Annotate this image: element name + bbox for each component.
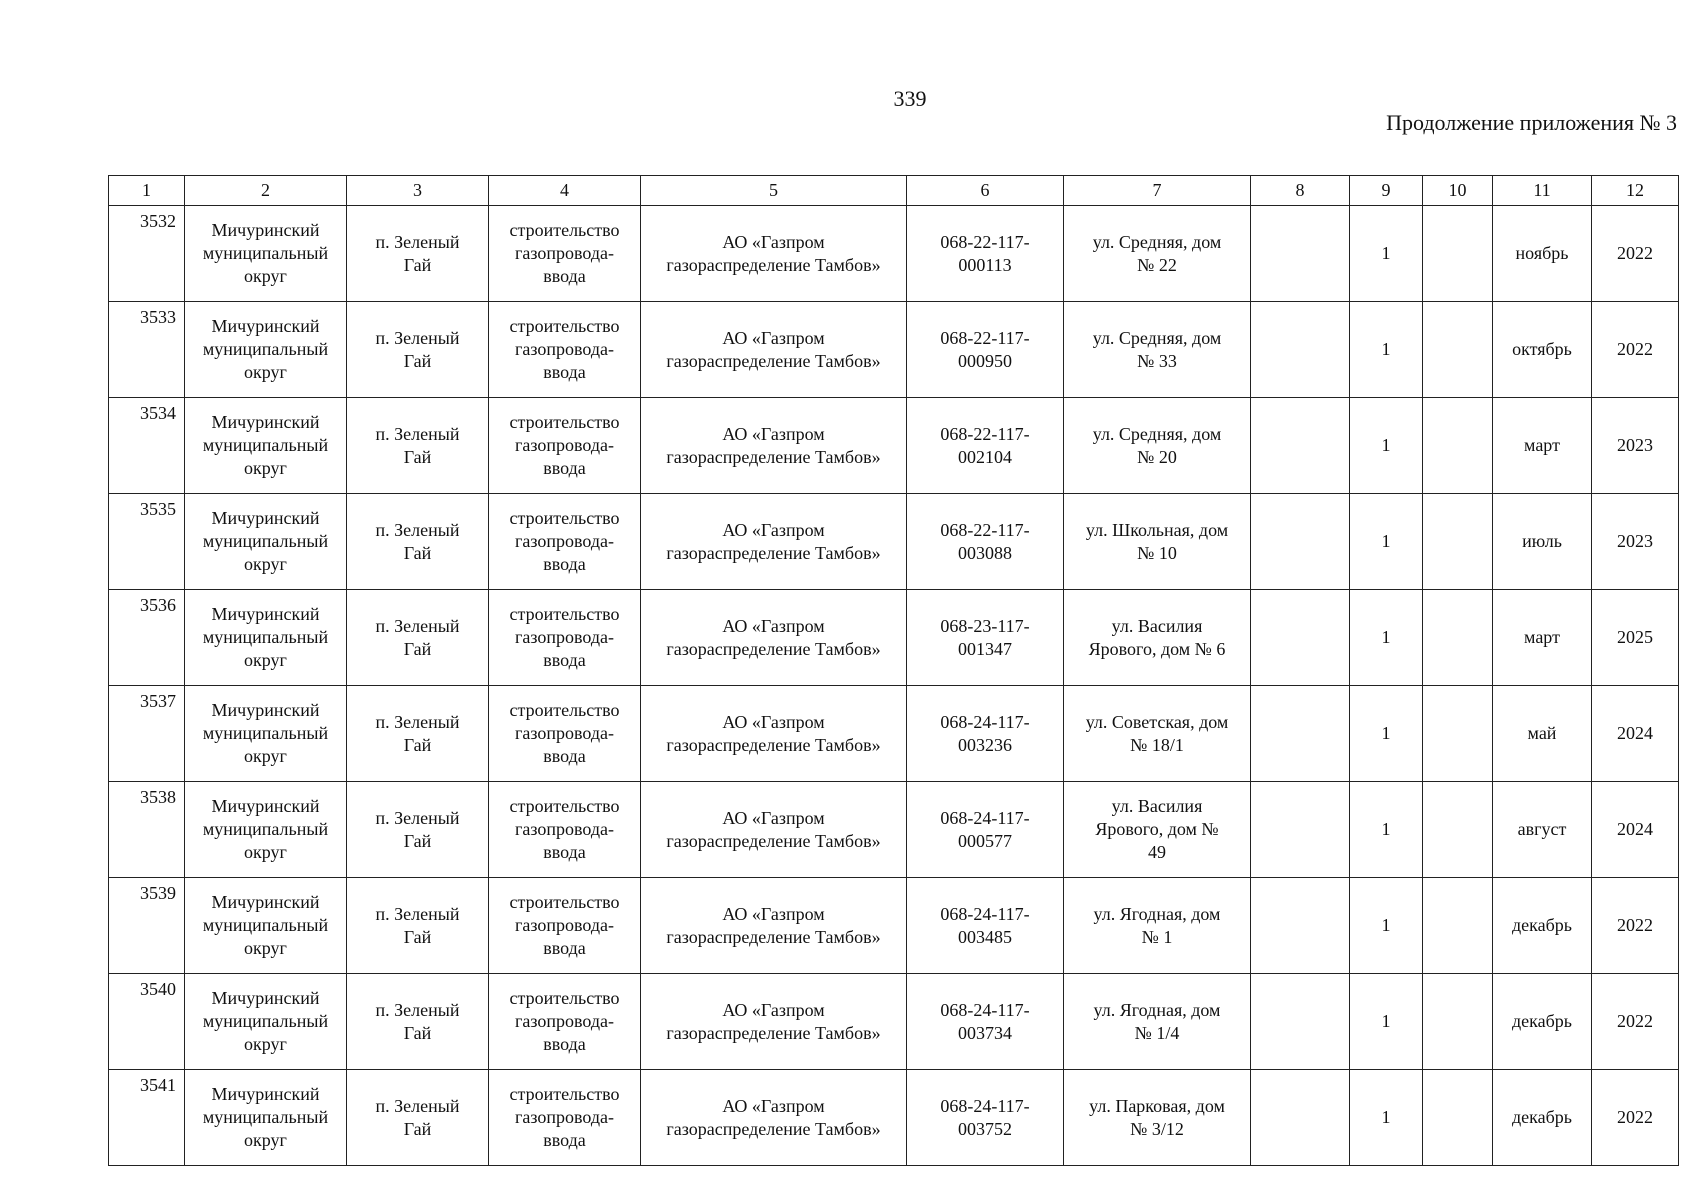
cell-text-line: Мичуринский — [211, 412, 320, 432]
cell-text-line: муниципальный — [202, 627, 329, 647]
cell-text-line: газораспределение Тамбов» — [666, 1118, 881, 1139]
work-type-cell — [489, 590, 641, 686]
column-10-cell — [1423, 590, 1493, 686]
organization-cell — [641, 974, 907, 1070]
cell-text-line: округ — [244, 938, 287, 958]
column-10-cell — [1423, 782, 1493, 878]
table-body — [109, 206, 1679, 1166]
cell-text-line: Ярового, дом № 6 — [1088, 638, 1226, 659]
cell-text-line: газораспределение Тамбов» — [666, 350, 881, 371]
column-header: 7 — [1064, 176, 1251, 206]
address-cell — [1064, 878, 1251, 974]
column-header: 11 — [1493, 176, 1592, 206]
cell-text-line: п. Зеленый — [375, 519, 460, 540]
district-cell — [185, 974, 347, 1070]
cell-text-line: Гай — [403, 734, 432, 755]
settlement-cell — [347, 590, 489, 686]
column-8-cell — [1251, 782, 1350, 878]
cell-text-line: муниципальный — [202, 531, 329, 551]
cell-text-line: АО «Газпром — [722, 999, 825, 1020]
cell-text-line: ввода — [543, 1034, 586, 1054]
cell-text-line: 068-24-117- — [940, 711, 1030, 732]
cell-text-line: муниципальный — [202, 915, 329, 935]
cell-text-line: 003485 — [958, 926, 1012, 947]
column-10-cell — [1423, 974, 1493, 1070]
row-number-cell: 3539 — [109, 878, 185, 974]
work-type-cell — [489, 974, 641, 1070]
district-cell — [185, 686, 347, 782]
address-cell — [1064, 302, 1251, 398]
address-cell — [1064, 206, 1251, 302]
cell-text-line: п. Зеленый — [375, 999, 460, 1020]
row-number-cell: 3541 — [109, 1070, 185, 1166]
quantity-cell: 1 — [1350, 1070, 1423, 1166]
cell-text-line: газопровода- — [514, 243, 614, 263]
district-cell — [185, 398, 347, 494]
cell-text-line: газораспределение Тамбов» — [666, 1022, 881, 1043]
cell-text-line: № 20 — [1137, 446, 1177, 467]
address-cell — [1064, 398, 1251, 494]
cell-text-line: округ — [244, 1034, 287, 1054]
address-cell — [1064, 686, 1251, 782]
cell-text-line: Гай — [403, 350, 432, 371]
cell-text-line: ввода — [543, 458, 586, 478]
cell-text-line: муниципальный — [202, 1011, 329, 1031]
cell-text-line: 003088 — [958, 542, 1012, 563]
month-cell: ноябрь — [1493, 206, 1592, 302]
cell-text-line: п. Зеленый — [375, 615, 460, 636]
cell-text-line: газопровода- — [514, 627, 614, 647]
cell-text-line: округ — [244, 554, 287, 574]
cell-text-line: АО «Газпром — [722, 1095, 825, 1116]
district-cell — [185, 1070, 347, 1166]
address-cell — [1064, 974, 1251, 1070]
work-type-cell — [489, 302, 641, 398]
organization-cell — [641, 494, 907, 590]
column-8-cell — [1251, 206, 1350, 302]
cell-text-line: Гай — [403, 446, 432, 467]
column-header: 3 — [347, 176, 489, 206]
cell-text-line: Мичуринский — [211, 508, 320, 528]
cell-text-line: ул. Ягодная, дом — [1093, 903, 1221, 924]
year-cell: 2025 — [1592, 590, 1679, 686]
cell-text-line: муниципальный — [202, 723, 329, 743]
settlement-cell — [347, 974, 489, 1070]
row-number-cell: 3534 — [109, 398, 185, 494]
cell-text-line: 068-22-117- — [940, 327, 1030, 348]
settlement-cell — [347, 782, 489, 878]
data-table — [108, 175, 1679, 1166]
column-10-cell — [1423, 878, 1493, 974]
cell-text-line: 068-22-117- — [940, 423, 1030, 444]
quantity-cell: 1 — [1350, 302, 1423, 398]
cell-text-line: № 33 — [1137, 350, 1177, 371]
cell-text-line: АО «Газпром — [722, 327, 825, 348]
cell-text-line: газораспределение Тамбов» — [666, 734, 881, 755]
column-header: 1 — [109, 176, 185, 206]
column-header: 12 — [1592, 176, 1679, 206]
month-cell: май — [1493, 686, 1592, 782]
column-8-cell — [1251, 590, 1350, 686]
cell-text-line: муниципальный — [202, 243, 329, 263]
cell-text-line: 000113 — [958, 254, 1012, 275]
column-header: 10 — [1423, 176, 1493, 206]
cell-text-line: ввода — [543, 842, 586, 862]
cell-text-line: ул. Советская, дом — [1085, 711, 1229, 732]
table-row — [109, 302, 1679, 398]
appendix-note: Продолжение приложения № 3 — [1386, 110, 1677, 135]
cell-text-line: газопровода- — [514, 723, 614, 743]
column-10-cell — [1423, 686, 1493, 782]
year-cell: 2022 — [1592, 1070, 1679, 1166]
quantity-cell: 1 — [1350, 590, 1423, 686]
work-type-cell — [489, 686, 641, 782]
cell-text-line: строительство — [509, 220, 620, 240]
cell-text-line: № 1/4 — [1134, 1022, 1180, 1043]
settlement-cell — [347, 686, 489, 782]
year-cell: 2022 — [1592, 206, 1679, 302]
cell-text-line: ул. Василия — [1111, 796, 1203, 816]
cell-text-line: 000577 — [958, 830, 1012, 851]
column-10-cell — [1423, 206, 1493, 302]
object-code-cell — [907, 398, 1064, 494]
cell-text-line: № 22 — [1137, 254, 1177, 275]
table-row — [109, 974, 1679, 1070]
cell-text-line: п. Зеленый — [375, 327, 460, 348]
quantity-cell: 1 — [1350, 494, 1423, 590]
cell-text-line: Гай — [403, 926, 432, 947]
cell-text-line: АО «Газпром — [722, 903, 825, 924]
table-header-row — [109, 176, 1679, 206]
quantity-cell: 1 — [1350, 686, 1423, 782]
row-number-cell: 3532 — [109, 206, 185, 302]
organization-cell — [641, 398, 907, 494]
cell-text-line: 068-24-117- — [940, 1095, 1030, 1116]
cell-text-line: газопровода- — [514, 915, 614, 935]
object-code-cell — [907, 1070, 1064, 1166]
cell-text-line: Гай — [403, 1118, 432, 1139]
table-row — [109, 494, 1679, 590]
cell-text-line: ввода — [543, 746, 586, 766]
work-type-cell — [489, 782, 641, 878]
row-number-cell: 3535 — [109, 494, 185, 590]
month-cell: декабрь — [1493, 974, 1592, 1070]
cell-text-line: газораспределение Тамбов» — [666, 638, 881, 659]
column-8-cell — [1251, 302, 1350, 398]
address-cell — [1064, 1070, 1251, 1166]
cell-text-line: округ — [244, 1130, 287, 1150]
object-code-cell — [907, 302, 1064, 398]
district-cell — [185, 206, 347, 302]
cell-text-line: Гай — [403, 638, 432, 659]
object-code-cell — [907, 494, 1064, 590]
cell-text-line: Гай — [403, 830, 432, 851]
cell-text-line: Мичуринский — [211, 1084, 320, 1104]
cell-text-line: округ — [244, 362, 287, 382]
cell-text-line: муниципальный — [202, 339, 329, 359]
column-8-cell — [1251, 494, 1350, 590]
cell-text-line: п. Зеленый — [375, 807, 460, 828]
column-header: 2 — [185, 176, 347, 206]
year-cell: 2023 — [1592, 398, 1679, 494]
settlement-cell — [347, 302, 489, 398]
cell-text-line: 003734 — [958, 1022, 1012, 1043]
cell-text-line: строительство — [509, 412, 620, 432]
settlement-cell — [347, 206, 489, 302]
object-code-cell — [907, 782, 1064, 878]
district-cell — [185, 878, 347, 974]
cell-text-line: ул. Василия — [1111, 615, 1203, 636]
district-cell — [185, 782, 347, 878]
column-header: 6 — [907, 176, 1064, 206]
cell-text-line: 000950 — [958, 350, 1012, 371]
cell-text-line: газопровода- — [514, 435, 614, 455]
cell-text-line: Мичуринский — [211, 892, 320, 912]
cell-text-line: 068-22-117- — [940, 231, 1030, 252]
cell-text-line: ввода — [543, 938, 586, 958]
column-8-cell — [1251, 878, 1350, 974]
cell-text-line: газопровода- — [514, 819, 614, 839]
object-code-cell — [907, 206, 1064, 302]
table-row — [109, 206, 1679, 302]
month-cell: июль — [1493, 494, 1592, 590]
cell-text-line: ул. Ягодная, дом — [1093, 999, 1221, 1020]
column-header: 5 — [641, 176, 907, 206]
column-header: 8 — [1251, 176, 1350, 206]
cell-text-line: округ — [244, 746, 287, 766]
organization-cell — [641, 878, 907, 974]
cell-text-line: 068-24-117- — [940, 999, 1030, 1020]
cell-text-line: АО «Газпром — [722, 807, 825, 828]
cell-text-line: муниципальный — [202, 819, 329, 839]
year-cell: 2024 — [1592, 686, 1679, 782]
cell-text-line: Мичуринский — [211, 988, 320, 1008]
cell-text-line: округ — [244, 458, 287, 478]
year-cell: 2022 — [1592, 878, 1679, 974]
cell-text-line: п. Зеленый — [375, 423, 460, 444]
district-cell — [185, 302, 347, 398]
object-code-cell — [907, 686, 1064, 782]
cell-text-line: 068-24-117- — [940, 903, 1030, 924]
cell-text-line: ввода — [543, 554, 586, 574]
organization-cell — [641, 782, 907, 878]
cell-text-line: 49 — [1148, 842, 1166, 862]
month-cell: декабрь — [1493, 878, 1592, 974]
cell-text-line: строительство — [509, 1084, 620, 1104]
cell-text-line: ввода — [543, 650, 586, 670]
settlement-cell — [347, 1070, 489, 1166]
work-type-cell — [489, 206, 641, 302]
cell-text-line: АО «Газпром — [722, 519, 825, 540]
organization-cell — [641, 686, 907, 782]
page-number: 339 — [893, 86, 927, 111]
cell-text-line: ввода — [543, 1130, 586, 1150]
year-cell: 2022 — [1592, 302, 1679, 398]
object-code-cell — [907, 974, 1064, 1070]
year-cell: 2024 — [1592, 782, 1679, 878]
address-cell — [1064, 590, 1251, 686]
column-10-cell — [1423, 302, 1493, 398]
cell-text-line: округ — [244, 266, 287, 286]
table-row — [109, 782, 1679, 878]
cell-text-line: газораспределение Тамбов» — [666, 542, 881, 563]
month-cell: декабрь — [1493, 1070, 1592, 1166]
cell-text-line: 068-23-117- — [940, 615, 1030, 636]
cell-text-line: Ярового, дом № — [1095, 819, 1219, 839]
organization-cell — [641, 302, 907, 398]
cell-text-line: АО «Газпром — [722, 615, 825, 636]
work-type-cell — [489, 398, 641, 494]
row-number-cell: 3537 — [109, 686, 185, 782]
cell-text-line: ул. Средняя, дом — [1092, 231, 1222, 252]
work-type-cell — [489, 878, 641, 974]
cell-text-line: газораспределение Тамбов» — [666, 830, 881, 851]
cell-text-line: 001347 — [958, 638, 1012, 659]
cell-text-line: № 1 — [1141, 926, 1173, 947]
cell-text-line: Гай — [403, 1022, 432, 1043]
cell-text-line: Мичуринский — [211, 220, 320, 240]
cell-text-line: АО «Газпром — [722, 711, 825, 732]
cell-text-line: Мичуринский — [211, 700, 320, 720]
cell-text-line: газораспределение Тамбов» — [666, 446, 881, 467]
cell-text-line: ул. Средняя, дом — [1092, 423, 1222, 444]
cell-text-line: муниципальный — [202, 435, 329, 455]
month-cell: август — [1493, 782, 1592, 878]
cell-text-line: 068-24-117- — [940, 807, 1030, 828]
cell-text-line: п. Зеленый — [375, 711, 460, 732]
cell-text-line: Мичуринский — [211, 316, 320, 336]
cell-text-line: Мичуринский — [211, 604, 320, 624]
table-row — [109, 398, 1679, 494]
cell-text-line: 068-22-117- — [940, 519, 1030, 540]
table-row — [109, 590, 1679, 686]
cell-text-line: Мичуринский — [211, 796, 320, 816]
settlement-cell — [347, 878, 489, 974]
column-8-cell — [1251, 974, 1350, 1070]
cell-text-line: газопровода- — [514, 1107, 614, 1127]
cell-text-line: ввода — [543, 362, 586, 382]
object-code-cell — [907, 878, 1064, 974]
settlement-cell — [347, 494, 489, 590]
address-cell — [1064, 782, 1251, 878]
settlement-cell — [347, 398, 489, 494]
cell-text-line: № 10 — [1137, 542, 1177, 563]
row-number-cell: 3540 — [109, 974, 185, 1070]
row-number-cell: 3533 — [109, 302, 185, 398]
cell-text-line: ввода — [543, 266, 586, 286]
row-number-cell: 3536 — [109, 590, 185, 686]
district-cell — [185, 494, 347, 590]
column-10-cell — [1423, 398, 1493, 494]
cell-text-line: 003236 — [958, 734, 1012, 755]
cell-text-line: газораспределение Тамбов» — [666, 926, 881, 947]
work-type-cell — [489, 1070, 641, 1166]
month-cell: март — [1493, 398, 1592, 494]
column-header: 9 — [1350, 176, 1423, 206]
quantity-cell: 1 — [1350, 782, 1423, 878]
cell-text-line: ул. Парковая, дом — [1089, 1095, 1225, 1116]
quantity-cell: 1 — [1350, 974, 1423, 1070]
cell-text-line: № 3/12 — [1130, 1118, 1184, 1139]
quantity-cell: 1 — [1350, 398, 1423, 494]
cell-text-line: АО «Газпром — [722, 231, 825, 252]
organization-cell — [641, 1070, 907, 1166]
row-number-cell: 3538 — [109, 782, 185, 878]
cell-text-line: строительство — [509, 892, 620, 912]
cell-text-line: газораспределение Тамбов» — [666, 254, 881, 275]
month-cell: октябрь — [1493, 302, 1592, 398]
cell-text-line: строительство — [509, 988, 620, 1008]
cell-text-line: строительство — [509, 316, 620, 336]
organization-cell — [641, 590, 907, 686]
year-cell: 2023 — [1592, 494, 1679, 590]
column-8-cell — [1251, 1070, 1350, 1166]
cell-text-line: п. Зеленый — [375, 903, 460, 924]
cell-text-line: строительство — [509, 604, 620, 624]
organization-cell — [641, 206, 907, 302]
cell-text-line: п. Зеленый — [375, 1095, 460, 1116]
cell-text-line: округ — [244, 842, 287, 862]
cell-text-line: строительство — [509, 700, 620, 720]
quantity-cell: 1 — [1350, 878, 1423, 974]
cell-text-line: п. Зеленый — [375, 231, 460, 252]
quantity-cell: 1 — [1350, 206, 1423, 302]
cell-text-line: газопровода- — [514, 339, 614, 359]
cell-text-line: округ — [244, 650, 287, 670]
table-row — [109, 1070, 1679, 1166]
object-code-cell — [907, 590, 1064, 686]
district-cell — [185, 590, 347, 686]
year-cell: 2022 — [1592, 974, 1679, 1070]
column-10-cell — [1423, 1070, 1493, 1166]
column-8-cell — [1251, 398, 1350, 494]
table-row — [109, 878, 1679, 974]
cell-text-line: Гай — [403, 254, 432, 275]
cell-text-line: ул. Средняя, дом — [1092, 327, 1222, 348]
cell-text-line: ул. Школьная, дом — [1085, 519, 1229, 540]
column-8-cell — [1251, 686, 1350, 782]
cell-text-line: газопровода- — [514, 531, 614, 551]
address-cell — [1064, 494, 1251, 590]
cell-text-line: газопровода- — [514, 1011, 614, 1031]
column-10-cell — [1423, 494, 1493, 590]
cell-text-line: № 18/1 — [1130, 734, 1184, 755]
cell-text-line: Гай — [403, 542, 432, 563]
table-row — [109, 686, 1679, 782]
cell-text-line: 003752 — [958, 1118, 1012, 1139]
month-cell: март — [1493, 590, 1592, 686]
cell-text-line: АО «Газпром — [722, 423, 825, 444]
work-type-cell — [489, 494, 641, 590]
cell-text-line: строительство — [509, 508, 620, 528]
cell-text-line: 002104 — [958, 446, 1012, 467]
cell-text-line: строительство — [509, 796, 620, 816]
column-header: 4 — [489, 176, 641, 206]
cell-text-line: муниципальный — [202, 1107, 329, 1127]
